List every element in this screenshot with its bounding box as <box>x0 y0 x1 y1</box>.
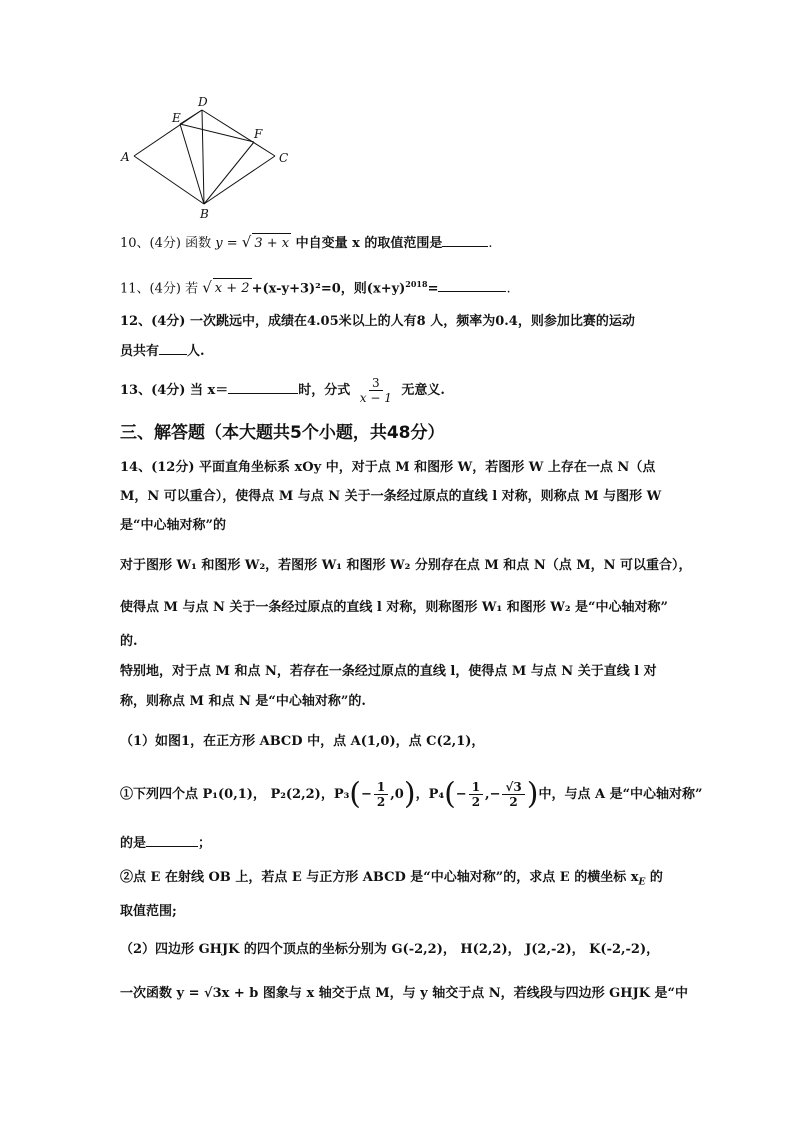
question-14-line1: 14、(12分) 平面直角坐标系 xOy 中，对于点 M 和图形 W，若图形 W 上存在一点 N（点 <box>120 460 656 475</box>
question-14-line2: M，N 可以重合），使得点 M 与点 N 关于一条经过原点的直线 l 对称，则称点 M 与图形 W <box>120 489 662 504</box>
answer-blank-11[interactable] <box>438 277 506 292</box>
question-14-part1-2: ②点 E 在射线 OB 上，若点 E 与正方形 ABCD 是“中心轴对称”的，求点 E 的横坐标 $x_E$ 的 <box>120 870 663 888</box>
question-11: 11、(4分) 若 √ x + 2 +(x-y+3)²=0，则$(x+y)^{2018}=$ . <box>120 274 680 299</box>
question-14-part1-2b: 取值范围; <box>120 904 177 919</box>
segment-ba <box>134 156 204 204</box>
segment-dc <box>202 110 275 156</box>
segment-db <box>202 110 204 204</box>
fraction: $\frac{3}{x - 1}$ <box>359 376 392 405</box>
label-e: E <box>172 111 181 125</box>
question-14-blank-line: 的是 ； <box>120 832 680 854</box>
segment-ef <box>180 124 254 142</box>
fraction: $\frac{1}{2}$ <box>469 780 483 809</box>
segment-fb <box>204 142 254 204</box>
label-f: F <box>254 127 263 141</box>
answer-blank-13[interactable] <box>228 379 298 394</box>
question-14-line8: 称，则称点 M 和点 N 是“中心轴对称”的. <box>120 694 366 709</box>
question-14-line6: 的. <box>120 634 138 649</box>
label-a: A <box>121 150 130 164</box>
question-14-line7: 特别地，对于点 M 和点 N，若存在一条经过原点的直线 l，使得点 M 与点 N 关于直线 l 对 <box>120 664 657 679</box>
sqrt-expression: x + 2 <box>213 278 252 299</box>
segment-eb <box>180 124 204 204</box>
question-12-line1: 12、(4分) 一次跳远中，成绩在4.05米以上的人有8 人，频率为0.4，则参加比赛的运动 <box>120 314 635 329</box>
section-heading: 三、解答题（本大题共5个小题，共48分） <box>120 423 445 443</box>
segment-cb <box>204 156 275 204</box>
segment-ed <box>180 110 202 124</box>
label-d: D <box>198 95 208 109</box>
question-12-line2: 员共有 人. <box>120 340 680 362</box>
answer-blank-12[interactable] <box>159 340 187 355</box>
question-14-part1: （1）如图1，在正方形 ABCD 中，点 A(1,0)，点 C(2,1)， <box>120 734 485 749</box>
geometry-figure <box>112 92 312 222</box>
answer-blank-14[interactable] <box>146 832 198 847</box>
question-14-part2b: 一次函数 y = √3x + b 图象与 x 轴交于点 M，与 y 轴交于点 N，若线段与四边形 GHJK 是“中 <box>120 986 689 1001</box>
question-13: 13、(4分) 当 x＝ 时，分式 $\frac{3}{x - 1}$ 无意义. <box>120 376 445 405</box>
fraction: $\frac{√3}{2}$ <box>502 780 524 809</box>
question-14-part2: （2）四边形 GHJK 的四个顶点的坐标分别为 G(-2,2)， H(2,2)， J(2,-2)， K(-2,-2)， <box>120 942 660 957</box>
question-14-line3: 是“中心轴对称”的 <box>120 518 226 533</box>
answer-blank-10[interactable] <box>442 232 488 247</box>
fraction: $\frac{1}{2}$ <box>374 780 388 809</box>
question-14-line4: 对于图形 W₁ 和图形 W₂，若图形 W₁ 和图形 W₂ 分别存在点 M 和点 N（点 M，N 可以重合）， <box>120 558 692 573</box>
question-14-points: ①下列四个点 P₁(0,1)， P₂(2,2)，P₃(− $\frac{1}{2}$ ,0)，P₄(− $\frac{1}{2}$ ,− $\frac{√3}{2}$ )中，与点 A 是“中心轴对称” <box>120 776 703 812</box>
question-10: 10、(4分) 函数 y = √ 3 + x 中自变量 x 的取值范围是 . <box>120 232 680 254</box>
question-14-line5: 使得点 M 与点 N 关于一条经过原点的直线 l 对称，则称图形 W₁ 和图形 W₂ 是“中心轴对称” <box>120 600 669 615</box>
label-b: B <box>200 207 209 221</box>
sqrt-expression: 3 + x <box>252 233 291 254</box>
label-c: C <box>279 151 289 165</box>
